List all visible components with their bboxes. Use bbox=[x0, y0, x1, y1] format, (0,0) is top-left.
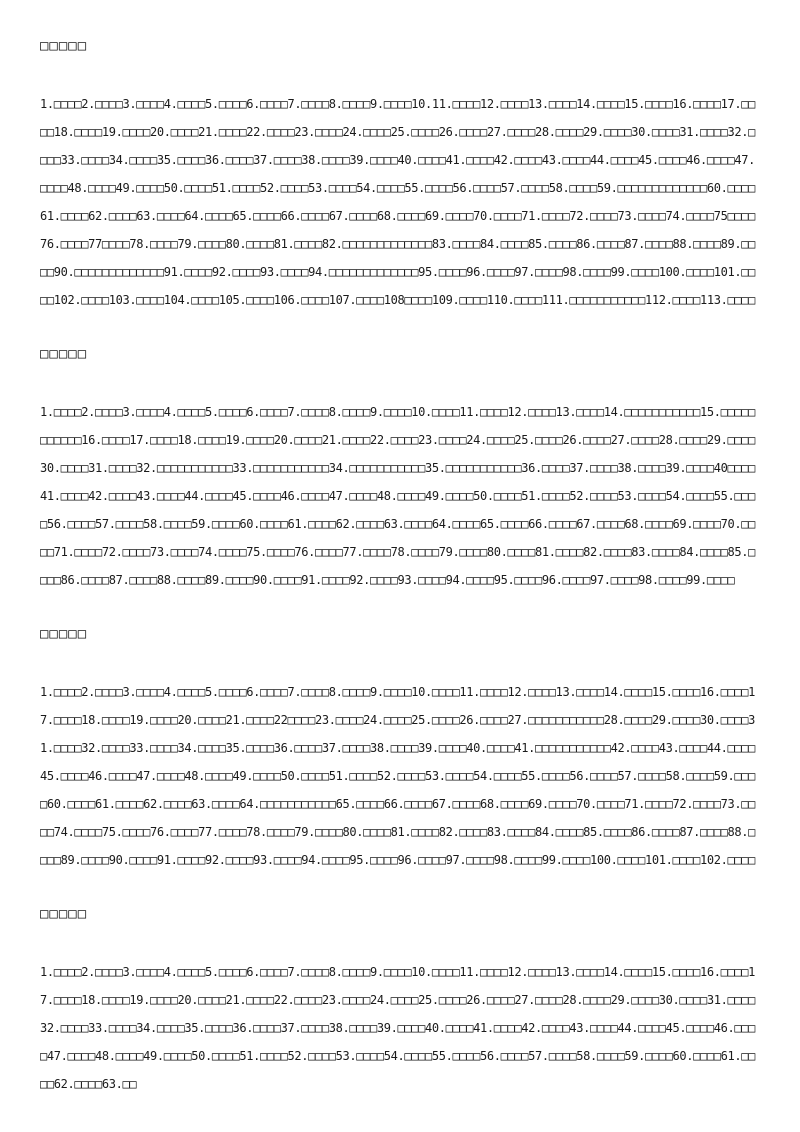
section-2 bbox=[40, 342, 760, 594]
section-3 bbox=[40, 622, 760, 874]
section-paragraph: 1.□□□□2.□□□□3.□□□□4.□□□□5.□□□□6.□□□□7.□□□□8.□□□□9.□□□□10.□□□□11.□□□□12.□□□□13.□□□□14.□□□□□□□□□□□15.□□□□□□□□□□□16.□□□□17.□□□□18.□□□□19.□□□□20.□□□□21.□□□□22.□□□□23.□□□□24.□□□□25.□□□□26.□□□□27.□□□□28.□□□□29.□□□□30.□□□□31.□□□□32.□□□□□□□□□□□33.□□□□□□□□□□□34.□□□□□□□□□□□35.□□□□□□□□□□□36.□□□□37.□□□□38.□□□□39.□□□□40□□□□41.□□□□42.□□□□43.□□□□44.□□□□45.□□□□46.□□□□47.□□□□48.□□□□49.□□□□50.□□□□51.□□□□52.□□□□53.□□□□54.□□□□55.□□□□56.□□□□57.□□□□58.□□□□59.□□□□60.□□□□61.□□□□62.□□□□63.□□□□64.□□□□65.□□□□66.□□□□67.□□□□68.□□□□69.□□□□70.□□□□71.□□□□72.□□□□73.□□□□74.□□□□75.□□□□76.□□□□77.□□□□78.□□□□79.□□□□80.□□□□81.□□□□82.□□□□83.□□□□84.□□□□85.□□□□86.□□□□87.□□□□88.□□□□89.□□□□90.□□□□91.□□□□92.□□□□93.□□□□94.□□□□95.□□□□96.□□□□97.□□□□98.□□□□99.□□□□ bbox=[40, 405, 755, 587]
section-heading: □□□□□ bbox=[40, 626, 88, 642]
section-paragraph: 1.□□□□2.□□□□3.□□□□4.□□□□5.□□□□6.□□□□7.□□□□8.□□□□9.□□□□10.□□□□11.□□□□12.□□□□13.□□□□14.□□□□15.□□□□16.□□□□17.□□□□18.□□□□19.□□□□20.□□□□21.□□□□22□□□□23.□□□□24.□□□□25.□□□□26.□□□□27.□□□□□□□□□□□28.□□□□29.□□□□30.□□□□31.□□□□32.□□□□33.□□□□34.□□□□35.□□□□36.□□□□37.□□□□38.□□□□39.□□□□40.□□□□41.□□□□□□□□□□□42.□□□□43.□□□□44.□□□□45.□□□□46.□□□□47.□□□□48.□□□□49.□□□□50.□□□□51.□□□□52.□□□□53.□□□□54.□□□□55.□□□□56.□□□□57.□□□□58.□□□□59.□□□□60.□□□□61.□□□□62.□□□□63.□□□□64.□□□□□□□□□□□65.□□□□66.□□□□67.□□□□68.□□□□69.□□□□70.□□□□71.□□□□72.□□□□73.□□□□74.□□□□75.□□□□76.□□□□77.□□□□78.□□□□79.□□□□80.□□□□81.□□□□82.□□□□83.□□□□84.□□□□85.□□□□86.□□□□87.□□□□88.□□□□89.□□□□90.□□□□91.□□□□92.□□□□93.□□□□94.□□□□95.□□□□96.□□□□97.□□□□98.□□□□99.□□□□100.□□□□101.□□□□102.□□□□ bbox=[40, 685, 755, 867]
section-1 bbox=[40, 34, 760, 314]
section-heading: □□□□□ bbox=[40, 346, 88, 362]
section-paragraph: 1.□□□□2.□□□□3.□□□□4.□□□□5.□□□□6.□□□□7.□□□□8.□□□□9.□□□□10.11.□□□□12.□□□□13.□□□□14.□□□□15.□□□□16.□□□□17.□□□□18.□□□□19.□□□□20.□□□□21.□□□□22.□□□□23.□□□□24.□□□□25.□□□□26.□□□□27.□□□□28.□□□□29.□□□□30.□□□□31.□□□□32.□□□□33.□□□□34.□□□□35.□□□□36.□□□□37.□□□□38.□□□□39.□□□□40.□□□□41.□□□□42.□□□□43.□□□□44.□□□□45.□□□□46.□□□□47.□□□□48.□□□□49.□□□□50.□□□□51.□□□□52.□□□□53.□□□□54.□□□□55.□□□□56.□□□□57.□□□□58.□□□□59.□□□□□□□□□□□□□60.□□□□61.□□□□62.□□□□63.□□□□64.□□□□65.□□□□66.□□□□67.□□□□68.□□□□69.□□□□70.□□□□71.□□□□72.□□□□73.□□□□74.□□□□75□□□□76.□□□□77□□□□78.□□□□79.□□□□80.□□□□81.□□□□82.□□□□□□□□□□□□□83.□□□□84.□□□□85.□□□□86.□□□□87.□□□□88.□□□□89.□□□□90.□□□□□□□□□□□□□91.□□□□92.□□□□93.□□□□94.□□□□□□□□□□□□□95.□□□□96.□□□□97.□□□□98.□□□□99.□□□□100.□□□□101.□□□□102.□□□□103.□□□□104.□□□□105.□□□□106.□□□□107.□□□□108□□□□109.□□□□110.□□□□111.□□□□□□□□□□□112.□□□□113.□□□□ bbox=[40, 97, 755, 307]
section-paragraph: 1.□□□□2.□□□□3.□□□□4.□□□□5.□□□□6.□□□□7.□□□□8.□□□□9.□□□□10.□□□□11.□□□□12.□□□□13.□□□□14.□□□□15.□□□□16.□□□□17.□□□□18.□□□□19.□□□□20.□□□□21.□□□□22.□□□□23.□□□□24.□□□□25.□□□□26.□□□□27.□□□□28.□□□□29.□□□□30.□□□□31.□□□□32.□□□□33.□□□□34.□□□□35.□□□□36.□□□□37.□□□□38.□□□□39.□□□□40.□□□□41.□□□□42.□□□□43.□□□□44.□□□□45.□□□□46.□□□□47.□□□□48.□□□□49.□□□□50.□□□□51.□□□□52.□□□□53.□□□□54.□□□□55.□□□□56.□□□□57.□□□□58.□□□□59.□□□□60.□□□□61.□□□□62.□□□□63.□□ bbox=[40, 965, 755, 1091]
section-heading: □□□□□ bbox=[40, 906, 88, 922]
section-heading: □□□□□ bbox=[40, 38, 88, 54]
section-4 bbox=[40, 902, 760, 1098]
